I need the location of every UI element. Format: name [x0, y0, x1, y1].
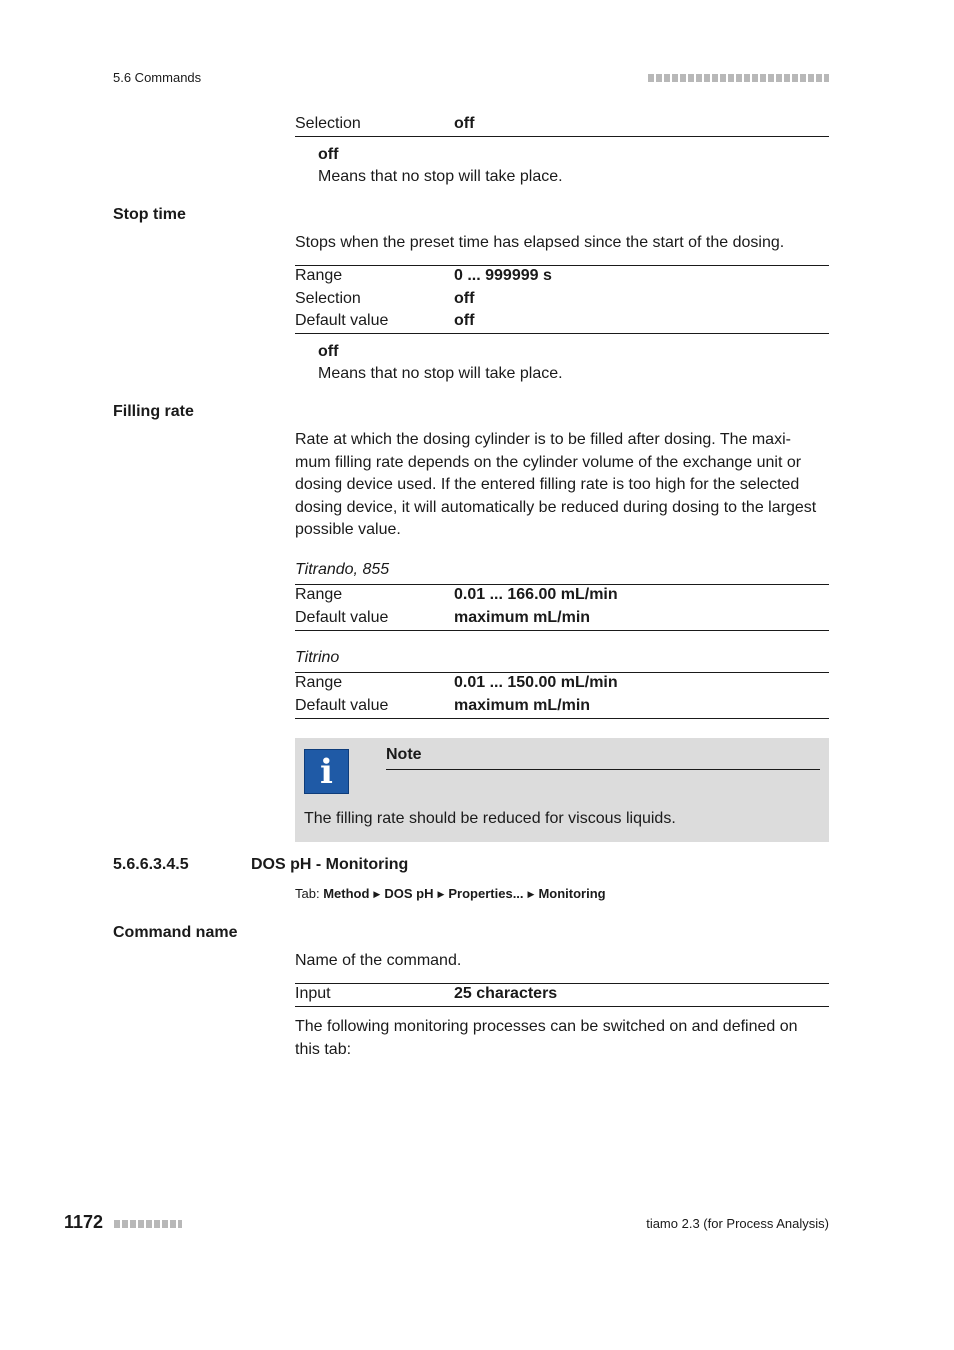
option-description: Means that no stop will take place.: [318, 365, 563, 382]
option-name: off: [318, 146, 339, 163]
table-key: Default value: [295, 312, 389, 329]
table-value: 0.01 ... 150.00 mL/min: [454, 674, 618, 691]
tab-path-item: Method: [323, 886, 370, 901]
titrino-table: [295, 672, 829, 717]
parameter-description: Name of the command.: [295, 952, 462, 969]
running-header-section: 5.6 Commands: [113, 70, 202, 85]
table-rule: [295, 718, 829, 719]
note-title: Note: [386, 746, 422, 763]
text-line: dosing device, it will automatically be reduced during dosing to the largest: [295, 498, 817, 516]
info-icon: i: [304, 749, 349, 794]
table-key: Range: [295, 267, 343, 284]
table-key: Range: [295, 586, 343, 603]
table-value: 0 ... 999999 s: [454, 267, 552, 284]
text-line: The following monitoring processes can be switched on and defined on: [295, 1018, 798, 1035]
table-key: Default value: [295, 696, 389, 714]
table-key: Input: [295, 985, 331, 1002]
table-value: maximum mL/min: [454, 608, 591, 626]
table-row: [295, 113, 829, 136]
titrando-table: [295, 584, 829, 629]
table-row: [295, 584, 829, 607]
command-name-table: [295, 983, 829, 1006]
parameter-description: [295, 429, 829, 542]
header-decoration: [648, 74, 829, 82]
text-line: this tab:: [295, 1040, 352, 1058]
table-row: [295, 310, 829, 333]
parameter-heading-filling-rate: Filling rate: [113, 403, 194, 420]
parameter-heading-command-name: Command name: [113, 924, 238, 941]
table-caption: Titrino: [295, 649, 340, 666]
paragraph: [295, 1016, 829, 1061]
tab-path-item: Monitoring: [538, 886, 606, 901]
table-caption: Titrando, 855: [295, 561, 390, 578]
table-value: off: [454, 115, 475, 132]
text-line: mum filling rate depends on the cylinder volume of the exchange unit or: [295, 453, 802, 471]
table-value: maximum mL/min: [454, 696, 591, 714]
triangle-right-icon: ▶: [527, 889, 535, 899]
triangle-right-icon: ▶: [437, 889, 445, 899]
table-key: Default value: [295, 608, 389, 626]
table-key: Selection: [295, 115, 361, 132]
tab-prefix: Tab:: [295, 886, 320, 901]
note-rule: [386, 769, 820, 770]
table-rule: [295, 333, 829, 334]
text-line: possible value.: [295, 521, 401, 538]
text-line: dosing device used. If the entered filling rate is too high for the selected: [295, 476, 800, 493]
table-value: off: [454, 289, 475, 307]
stop-time-table: [295, 265, 829, 333]
parameter-description: Stops when the preset time has elapsed since the start of the dosing.: [295, 234, 785, 251]
table-value: off: [454, 312, 475, 329]
table-rule: [295, 136, 829, 137]
table-value: 0.01 ... 166.00 mL/min: [454, 586, 618, 603]
selection-table: [295, 113, 829, 136]
table-row: [295, 695, 829, 718]
table-row: [295, 265, 829, 288]
note-text: The filling rate should be reduced for viscous liquids.: [304, 810, 676, 827]
table-key: Range: [295, 674, 343, 691]
table-row: [295, 672, 829, 695]
table-key: Selection: [295, 289, 361, 307]
table-row: [295, 288, 829, 311]
table-rule: [295, 630, 829, 631]
table-row: [295, 983, 829, 1006]
footer-product: tiamo 2.3 (for Process Analysis): [646, 1216, 829, 1231]
section-number: 5.6.6.3.4.5: [113, 856, 189, 873]
option-name: off: [318, 343, 339, 360]
tab-path: [295, 886, 606, 901]
table-value: 25 characters: [454, 985, 558, 1002]
parameter-heading-stop-time: Stop time: [113, 206, 186, 223]
option-description: Means that no stop will take place.: [318, 168, 563, 185]
table-rule: [295, 1006, 829, 1007]
page-number: 1172: [64, 1212, 104, 1232]
triangle-right-icon: ▶: [373, 889, 381, 899]
section-title: DOS pH - Monitoring: [251, 856, 409, 873]
footer-decoration: [114, 1220, 182, 1228]
note-box: [295, 738, 829, 842]
text-line: Rate at which the dosing cylinder is to be filled after dosing. The maxi-: [295, 431, 791, 448]
tab-path-item: Properties...: [448, 886, 524, 901]
tab-path-item: DOS pH: [384, 886, 434, 901]
table-row: [295, 607, 829, 630]
